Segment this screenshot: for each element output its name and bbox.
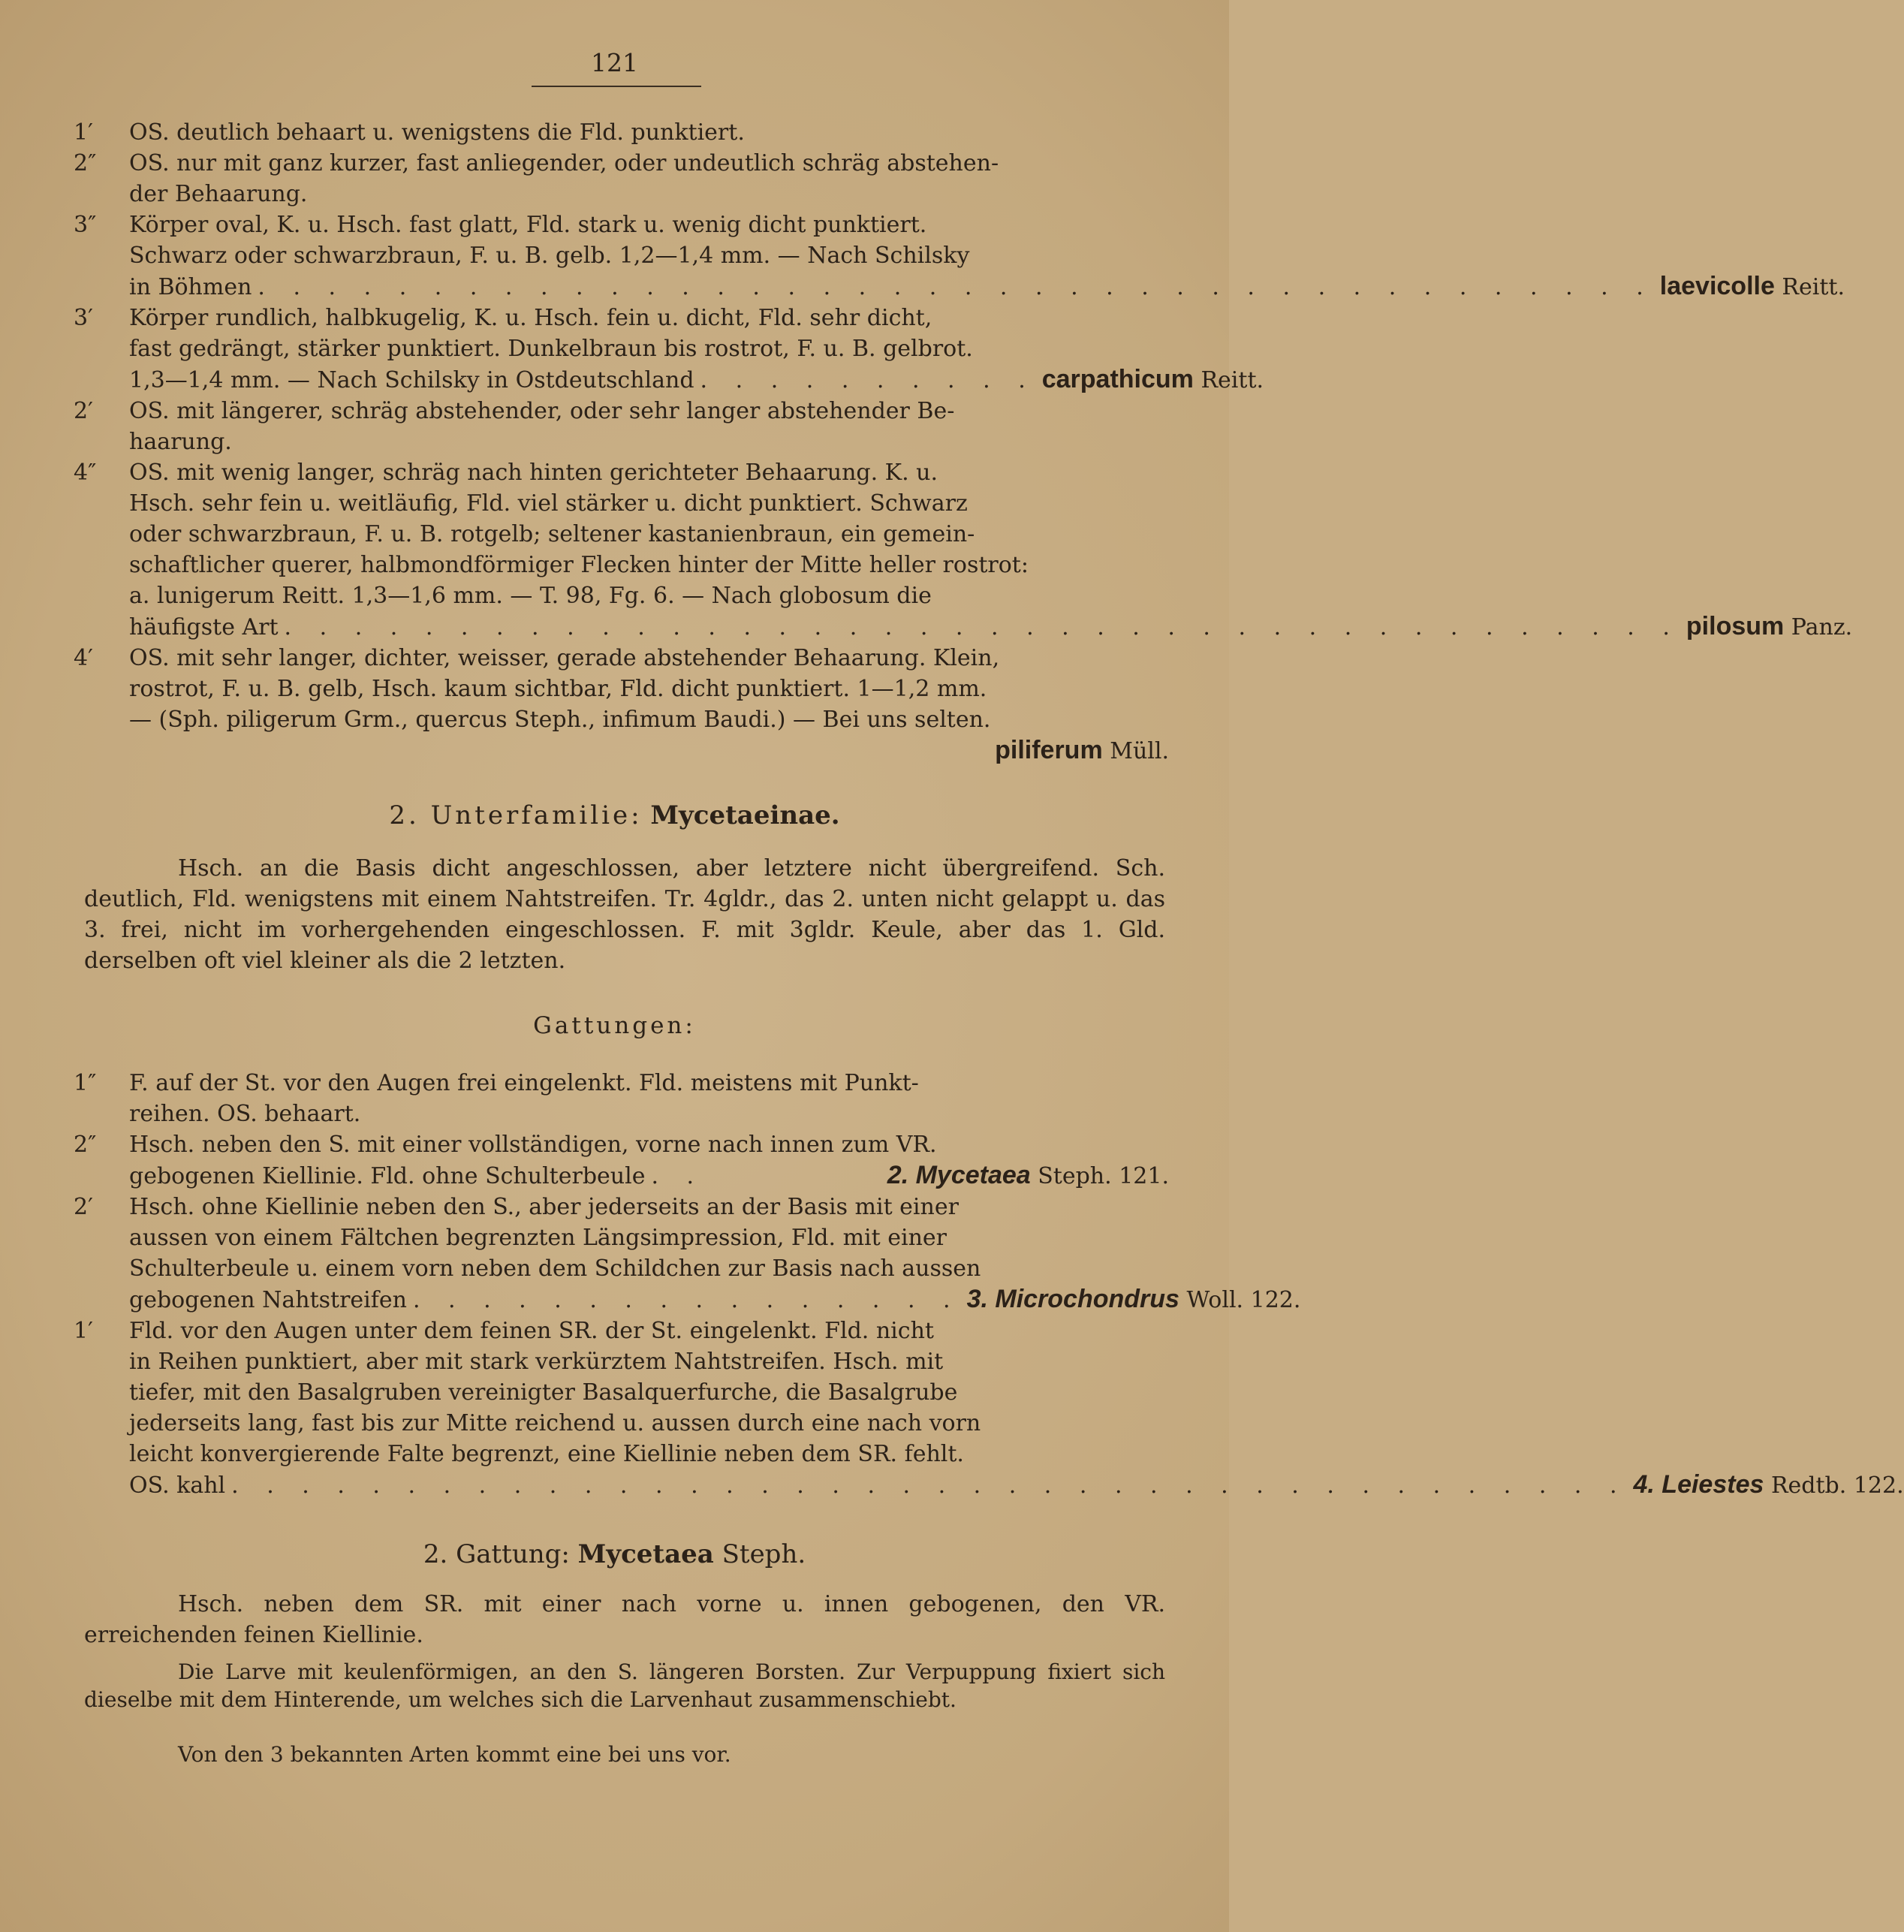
key-entry	[69, 148, 1169, 209]
key-tail-line	[129, 1469, 1904, 1501]
key-line: OS. nur mit ganz kurzer, fast anliegender, oder undeutlich schräg abstehen-	[129, 150, 999, 176]
key-line: in Reihen punktiert, aber mit stark verkürztem Nahtstreifen. Hsch. mit	[129, 1349, 944, 1375]
key-tail-text: in Böhmen	[129, 274, 252, 300]
key-line: a. lunigerum Reitt. 1,3—1,6 mm. — T. 98, Fg. 6. — Nach globosum die	[129, 583, 932, 609]
key-line: haarung.	[129, 429, 232, 455]
key-number: 4′	[74, 645, 93, 671]
subfamily-heading	[0, 800, 1229, 830]
leader-dots: . . . . . . . . . . . . . . . . . . . . . . . . . . . . . . . . . . . . . . . .	[284, 614, 1680, 640]
key-line: OS. mit wenig langer, schräg nach hinten gerichteter Behaarung. K. u.	[129, 460, 938, 486]
key-line: Körper rundlich, halbkugelig, K. u. Hsch. fein u. dicht, Fld. sehr dicht,	[129, 305, 932, 331]
species-name: piliferum	[995, 736, 1103, 764]
key-entry	[69, 1129, 1169, 1192]
key-line: Schulterbeule u. einem vorn neben dem Schildchen zur Basis nach aussen	[129, 1255, 981, 1282]
key-tail-text: 1,3—1,4 mm. — Nach Schilsky in Ostdeutschland	[129, 367, 694, 393]
key-tail-text: gebogenen Nahtstreifen	[129, 1287, 407, 1313]
larva-description: Die Larve mit keulenförmigen, an den S. längeren Borsten. Zur Verpuppung fixiert sich dieselbe mit dem Hinterende, um welches sich die Larvenhaut zusammenschiebt.	[84, 1659, 1165, 1712]
subfamily-description: Hsch. an die Basis dicht angeschlossen, aber letztere nicht übergreifend. Sch. deutlich, Fld. wenigstens mit einem Nahtstreifen. Tr. 4gldr., das 2. unten nicht gelappt u. das 3. frei, nicht im vorhergehenden eingeschlossen. F. mit 3gldr. Keule, aber das 1. Gld. derselben oft viel kleiner als die 2 letzten.	[84, 855, 1165, 974]
key-line: der Behaarung.	[129, 181, 308, 207]
genera-key	[69, 1068, 1904, 1501]
key-number: 3′	[74, 305, 93, 331]
leader-dots: . . . . . . . . . . . . . . . . . . . . . . . . . . . . . . . . . . . . . . . .	[258, 274, 1654, 300]
key-line: — (Sph. piligerum Grm., quercus Steph., infimum Baudi.) — Bei uns selten.	[129, 707, 991, 733]
leader-dots: . .	[651, 1163, 705, 1189]
species-name: pilosum	[1686, 612, 1785, 640]
species-name: carpathicum	[1041, 365, 1194, 393]
species-author: Reitt.	[1782, 274, 1845, 300]
key-entry	[69, 303, 1264, 396]
key-line: OS. deutlich behaart u. wenigstens die Fld. punktiert.	[129, 119, 745, 146]
genus-heading	[0, 1539, 1229, 1569]
key-entry	[69, 117, 1169, 148]
species-key	[69, 117, 1853, 767]
genus-heading-author: Steph.	[722, 1539, 806, 1569]
genus-name: 2. Mycetaea	[887, 1161, 1031, 1189]
genus-heading-prefix: 2. Gattung:	[423, 1539, 570, 1569]
genus-heading-name: Mycetaea	[577, 1539, 714, 1569]
key-line: oder schwarzbraun, F. u. B. rotgelb; seltener kastanienbraun, ein gemein-	[129, 521, 975, 547]
key-tail-text: häufigste Art	[129, 614, 279, 640]
species-author: Reitt.	[1201, 367, 1264, 393]
key-entry	[69, 1192, 1301, 1316]
key-number: 1′	[74, 119, 93, 146]
key-tail-line	[129, 1160, 1169, 1192]
subfamily-prefix: 2. Unterfamilie:	[389, 800, 643, 830]
leader-dots: . . . . . . . . . . . . . . . .	[412, 1287, 961, 1313]
key-entry	[69, 1068, 1169, 1129]
key-line: Fld. vor den Augen unter dem feinen SR. der St. eingelenkt. Fld. nicht	[129, 1318, 934, 1344]
species-author: Panz.	[1791, 614, 1853, 640]
key-number: 2′	[74, 1194, 93, 1220]
key-line: Hsch. neben den S. mit einer vollständigen, vorne nach innen zum VR.	[129, 1132, 937, 1158]
key-tail-line	[129, 271, 1845, 303]
key-tail-line	[129, 1284, 1301, 1316]
key-line: jederseits lang, fast bis zur Mitte reichend u. aussen durch eine nach vorn	[129, 1410, 981, 1436]
genus-author: Woll. 122.	[1186, 1287, 1301, 1313]
key-line: reihen. OS. behaart.	[129, 1101, 361, 1127]
leader-dots: . . . . . . . . . . . . . . . . . . . . . . . . . . . . . . . . . . . . . . . .	[231, 1472, 1628, 1499]
key-line: OS. mit sehr langer, dichter, weisser, gerade abstehender Behaarung. Klein,	[129, 645, 1000, 671]
genera-heading: Gattungen:	[533, 1012, 696, 1039]
key-entry	[69, 209, 1845, 303]
key-line: OS. mit längerer, schräg abstehender, oder sehr langer abstehender Be-	[129, 398, 955, 424]
species-name: laevicolle	[1659, 272, 1775, 300]
key-line: Körper oval, K. u. Hsch. fast glatt, Fld. stark u. wenig dicht punktiert.	[129, 212, 927, 238]
key-entry	[69, 457, 1853, 643]
key-tail-line	[129, 611, 1853, 643]
key-tail-text: OS. kahl	[129, 1472, 226, 1499]
key-tail-line	[129, 364, 1264, 396]
key-number: 3″	[74, 212, 97, 238]
key-line: fast gedrängt, stärker punktiert. Dunkelbraun bis rostrot, F. u. B. gelbrot.	[129, 336, 973, 362]
key-line: Schwarz oder schwarzbraun, F. u. B. gelb. 1,2—1,4 mm. — Nach Schilsky	[129, 243, 970, 269]
genus-description: Hsch. neben dem SR. mit einer nach vorne u. innen gebogenen, den VR. erreichenden feinen Kiellinie.	[84, 1591, 1165, 1648]
subfamily-name: Mycetaeinae.	[650, 800, 840, 830]
species-author: Müll.	[1110, 738, 1169, 764]
key-line: schaftlicher querer, halbmondförmiger Flecken hinter der Mitte heller rostrot:	[129, 552, 1029, 578]
page-number-rule	[532, 86, 701, 87]
key-line: F. auf der St. vor den Augen frei eingelenkt. Fld. meistens mit Punkt-	[129, 1070, 919, 1096]
key-number: 1′	[74, 1318, 93, 1344]
key-number: 4″	[74, 460, 97, 486]
key-line: Hsch. sehr fein u. weitläufig, Fld. viel stärker u. dicht punktiert. Schwarz	[129, 490, 968, 517]
key-line: aussen von einem Fältchen begrenzten Längsimpression, Fld. mit einer	[129, 1225, 947, 1251]
key-line: rostrot, F. u. B. gelb, Hsch. kaum sichtbar, Fld. dicht punktiert. 1—1,2 mm.	[129, 676, 987, 702]
key-entry	[69, 1316, 1904, 1501]
genus-author: Redtb. 122.	[1770, 1472, 1904, 1499]
genus-author: Steph. 121.	[1038, 1163, 1169, 1189]
key-line: leicht konvergierende Falte begrenzt, eine Kiellinie neben dem SR. fehlt.	[129, 1441, 964, 1467]
genus-name: 4. Leiestes	[1633, 1470, 1764, 1499]
key-number: 2′	[74, 398, 93, 424]
key-tail-line	[129, 735, 1169, 767]
key-line: Hsch. ohne Kiellinie neben den S., aber jederseits an der Basis mit einer	[129, 1194, 959, 1220]
key-tail-text: gebogenen Kiellinie. Fld. ohne Schulterbeule	[129, 1163, 646, 1189]
key-number: 2″	[74, 150, 97, 176]
key-line: tiefer, mit den Basalgruben vereinigter Basalquerfurche, die Basalgrube	[129, 1379, 958, 1406]
key-number: 1″	[74, 1070, 97, 1096]
key-entry	[69, 643, 1169, 767]
key-number: 2″	[74, 1132, 97, 1158]
species-count-note: Von den 3 bekannten Arten kommt eine bei uns vor.	[178, 1742, 731, 1767]
key-entry	[69, 396, 1169, 457]
page-number: 121	[591, 48, 638, 77]
genus-name: 3. Microchondrus	[966, 1285, 1179, 1313]
leader-dots: . . . . . . . . . .	[700, 367, 1036, 393]
